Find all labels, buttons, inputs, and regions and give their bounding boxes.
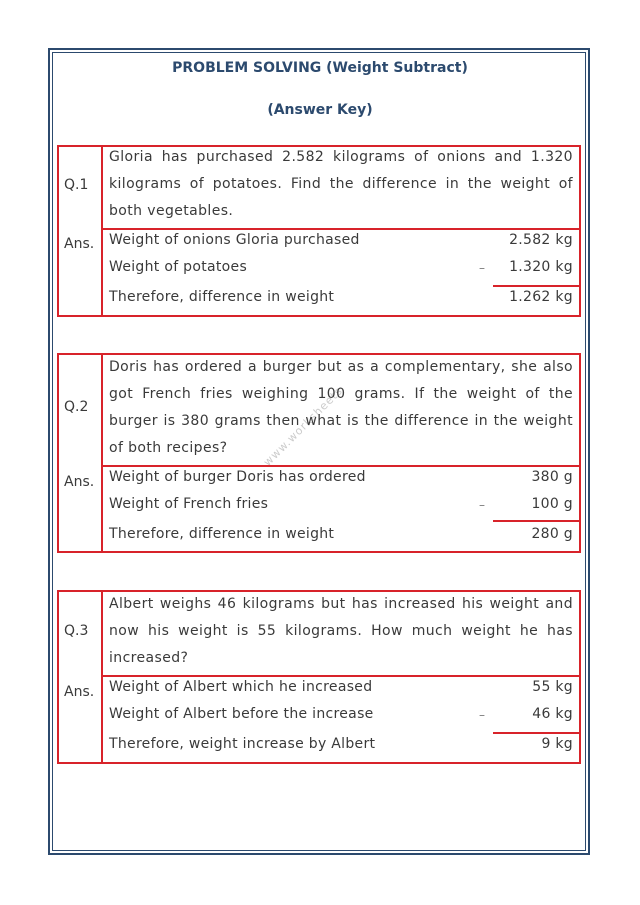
question-number: Q.1 [64,177,89,193]
answer-row-label: Weight of onions Gloria purchased [109,232,360,248]
subtraction-line [493,285,579,287]
answer-row [109,706,573,726]
answer-row-label: Weight of burger Doris has ordered [109,469,366,485]
answer-row-value: 380 g [531,469,573,485]
subtraction-line [493,520,579,522]
answer-row-label: Therefore, difference in weight [109,289,335,305]
worksheet-title: PROBLEM SOLVING (Weight Subtract) [172,60,468,76]
answer-row-label: Weight of French fries [109,496,269,512]
answer-row [109,679,573,699]
label-column [59,592,103,762]
answer-row-value: 2.582 kg [509,232,573,248]
answer-row [109,469,573,489]
answer-row-value: 55 kg [532,679,573,695]
worksheet-subtitle: (Answer Key) [267,102,373,118]
question-number: Q.2 [64,399,89,415]
answer-row [109,526,573,546]
answer-label: Ans. [64,236,95,252]
answer-row-value: 1.320 kg [509,259,573,275]
answer-row-value: 9 kg [541,736,573,752]
answer-row-label: Therefore, difference in weight [109,526,335,542]
answer-row-label: Weight of Albert before the increase [109,706,374,722]
subtraction-line [493,732,579,734]
answer-row-value: 280 g [531,526,573,542]
minus-sign: – [479,261,485,275]
answer-row-value: 46 kg [532,706,573,722]
label-column [59,147,103,315]
answer-row [109,259,573,279]
question-number: Q.3 [64,623,89,639]
answer-label: Ans. [64,474,95,490]
question-text: Albert weighs 46 kilograms but has increased his weight and now his weight is 55 kilograms. How much weight he has increased? [109,596,573,666]
answer-label: Ans. [64,684,95,700]
watermark: www.worksheets [260,384,346,469]
question-answer-divider [103,675,579,677]
label-column [59,355,103,551]
minus-sign: – [479,498,485,512]
question-text: Gloria has purchased 2.582 kilograms of onions and 1.320 kilograms of potatoes. Find the difference in the weight of both vegetables. [109,149,573,219]
minus-sign: – [479,708,485,722]
answer-row-label: Weight of potatoes [109,259,248,275]
question-block-1 [57,145,581,317]
question-answer-divider [103,465,579,467]
answer-row [109,496,573,516]
answer-row-value: 100 g [531,496,573,512]
answer-row [109,736,573,756]
answer-row-label: Therefore, weight increase by Albert [109,736,376,752]
question-block-3 [57,590,581,764]
answer-row [109,232,573,252]
answer-row-value: 1.262 kg [509,289,573,305]
question-text: Doris has ordered a burger but as a complementary, she also got French fries weighing 100 grams. If the weight of the burger is 380 grams then what is the difference in the weight of both recipes? [109,359,573,456]
question-answer-divider [103,228,579,230]
answer-row [109,289,573,309]
question-block-2 [57,353,581,553]
answer-row-label: Weight of Albert which he increased [109,679,373,695]
